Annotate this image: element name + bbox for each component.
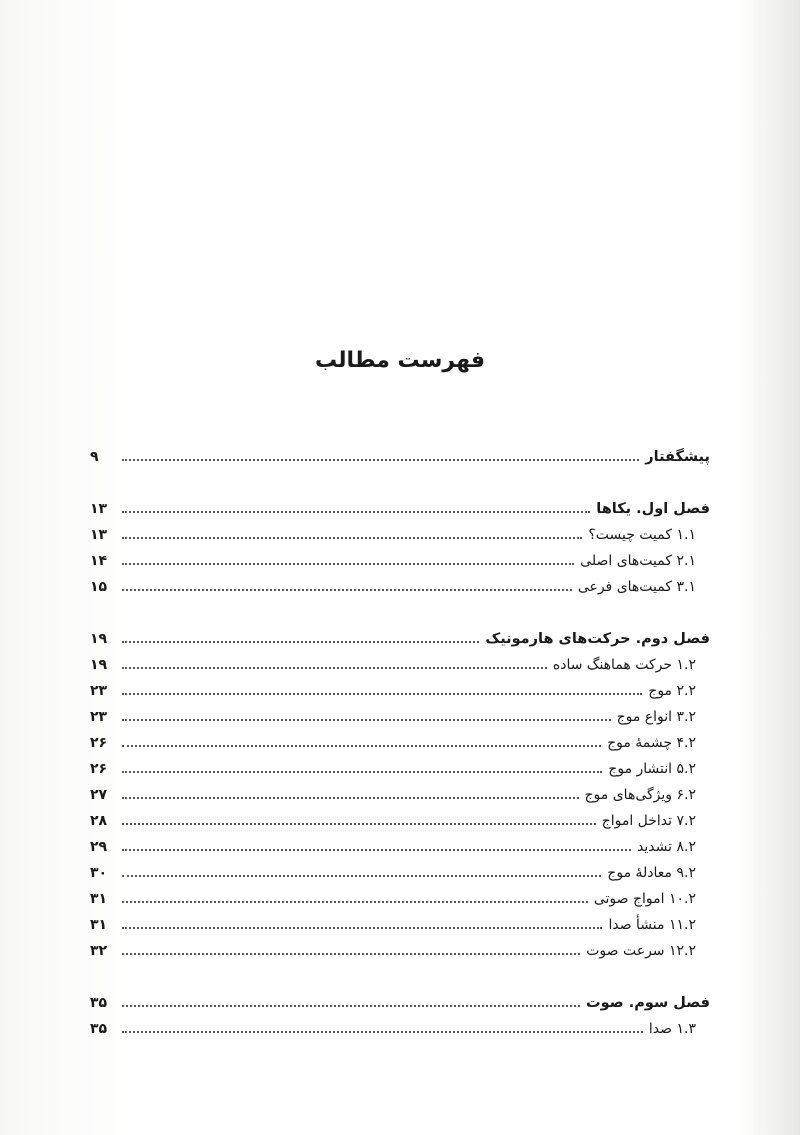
dot-leader bbox=[122, 745, 601, 747]
toc-section-label: ۹.۲ معادلهٔ موج bbox=[607, 865, 696, 881]
toc-page-number: ۲۹ bbox=[90, 839, 108, 855]
toc-section-label: ۱.۲ حرکت هماهنگ ساده bbox=[552, 657, 696, 673]
toc-section-2-1[interactable] bbox=[90, 648, 710, 674]
toc-section-2-10[interactable] bbox=[90, 882, 710, 908]
toc-section-1-1[interactable] bbox=[90, 518, 710, 544]
toc-page-number: ۱۳ bbox=[90, 501, 108, 517]
page-title: فهرست مطالب bbox=[314, 348, 486, 373]
toc-section-2-2[interactable] bbox=[90, 674, 710, 700]
dot-leader bbox=[122, 771, 602, 773]
toc-page-number: ۲۳ bbox=[90, 709, 108, 725]
toc-page-number: ۲۶ bbox=[90, 735, 108, 751]
toc-page-number: ۱۴ bbox=[90, 553, 108, 569]
dot-leader bbox=[122, 901, 588, 903]
toc-page-number: ۱۹ bbox=[90, 631, 108, 647]
dot-leader bbox=[122, 797, 579, 799]
toc-page-number: ۲۸ bbox=[90, 813, 108, 829]
toc-page-number: ۲۶ bbox=[90, 761, 108, 777]
dot-leader bbox=[122, 589, 572, 591]
toc-page-number: ۳۵ bbox=[90, 995, 108, 1011]
dot-leader bbox=[122, 927, 602, 929]
toc-page-number: ۳۲ bbox=[90, 943, 108, 959]
toc-section-label: ۱۲.۲ سرعت صوت bbox=[586, 943, 696, 959]
toc-page-number: ۳۱ bbox=[90, 891, 108, 907]
toc-page-number: ۳۱ bbox=[90, 917, 108, 933]
dot-leader bbox=[122, 693, 642, 695]
toc-page-number: ۱۳ bbox=[90, 527, 108, 543]
toc-section-1-2[interactable] bbox=[90, 544, 710, 570]
toc-section-label: ۱۰.۲ امواج صوتی bbox=[593, 891, 696, 907]
toc-page-number: ۳۵ bbox=[90, 1021, 108, 1037]
toc-page-number: ۹ bbox=[90, 449, 99, 465]
toc-section-label: ۸.۲ تشدید bbox=[637, 839, 696, 855]
table-of-contents bbox=[90, 440, 710, 1038]
toc-section-label: ۷.۲ تداخل امواج bbox=[601, 813, 696, 829]
toc-section-3-1[interactable] bbox=[90, 1012, 710, 1038]
toc-section-2-11[interactable] bbox=[90, 908, 710, 934]
toc-page-number: ۲۷ bbox=[90, 787, 108, 803]
toc-section-1-3[interactable] bbox=[90, 570, 710, 596]
toc-section-2-4[interactable] bbox=[90, 726, 710, 752]
toc-section-2-12[interactable] bbox=[90, 934, 710, 960]
toc-section-label: ۲.۲ موج bbox=[648, 683, 696, 699]
dot-leader bbox=[122, 849, 631, 851]
dot-leader bbox=[122, 667, 547, 669]
toc-page-number: ۱۵ bbox=[90, 579, 108, 595]
dot-leader bbox=[122, 1005, 580, 1007]
toc-section-label: ۵.۲ انتشار موج bbox=[608, 761, 696, 777]
toc-section-2-5[interactable] bbox=[90, 752, 710, 778]
toc-chapter-1[interactable] bbox=[90, 492, 710, 518]
dot-leader bbox=[122, 641, 479, 643]
toc-page-number: ۲۳ bbox=[90, 683, 108, 699]
toc-section-label: ۱.۱ کمیت چیست؟ bbox=[588, 527, 696, 543]
toc-section-2-6[interactable] bbox=[90, 778, 710, 804]
toc-entry-label: پیشگفتار bbox=[645, 449, 710, 465]
toc-section-label: ۳.۲ انواع موج bbox=[616, 709, 696, 725]
toc-page-number: ۱۹ bbox=[90, 657, 108, 673]
toc-chapter-label: فصل اول. یکاها bbox=[596, 501, 710, 517]
toc-section-label: ۴.۲ چشمهٔ موج bbox=[607, 735, 696, 751]
toc-section-2-3[interactable] bbox=[90, 700, 710, 726]
toc-chapter-label: فصل سوم. صوت bbox=[586, 995, 710, 1011]
toc-section-label: ۱.۳ صدا bbox=[648, 1021, 696, 1037]
toc-section-2-8[interactable] bbox=[90, 830, 710, 856]
toc-entry-preface[interactable] bbox=[90, 440, 710, 466]
toc-chapter-label: فصل دوم. حرکت‌های هارمونیک bbox=[485, 631, 710, 647]
toc-section-2-7[interactable] bbox=[90, 804, 710, 830]
dot-leader bbox=[122, 823, 596, 825]
dot-leader bbox=[122, 1031, 643, 1033]
toc-section-label: ۲.۱ کمیت‌های اصلی bbox=[580, 553, 696, 569]
toc-section-label: ۱۱.۲ منشأ صدا bbox=[608, 917, 696, 933]
toc-page-number: ۳۰ bbox=[90, 865, 108, 881]
dot-leader bbox=[122, 459, 639, 461]
toc-chapter-2[interactable] bbox=[90, 622, 710, 648]
dot-leader bbox=[122, 563, 574, 565]
toc-section-2-9[interactable] bbox=[90, 856, 710, 882]
toc-chapter-3[interactable] bbox=[90, 986, 710, 1012]
dot-leader bbox=[122, 875, 601, 877]
dot-leader bbox=[122, 511, 590, 513]
dot-leader bbox=[122, 719, 611, 721]
dot-leader bbox=[122, 953, 580, 955]
dot-leader bbox=[122, 537, 582, 539]
toc-section-label: ۶.۲ ویژگی‌های موج bbox=[584, 787, 696, 803]
toc-section-label: ۳.۱ کمیت‌های فرعی bbox=[577, 579, 696, 595]
